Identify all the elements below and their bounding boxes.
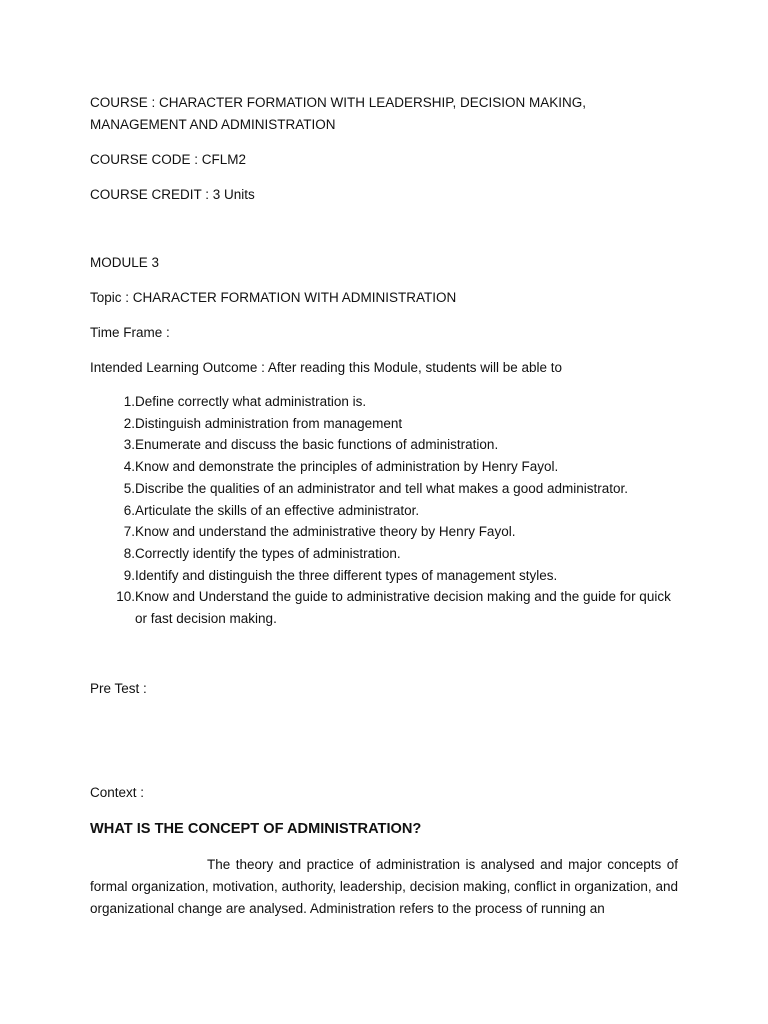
list-item <box>90 543 678 565</box>
list-item-number: 1. <box>123 394 135 409</box>
list-item-number: 9. <box>123 567 135 583</box>
list-item <box>90 478 678 500</box>
list-item-text: Discribe the qualities of an administrator and tell what makes a good administrator. <box>135 480 629 496</box>
intended-learning-outcome: Intended Learning Outcome : After reading this Module, students will be able to <box>90 360 563 375</box>
context-label: Context : <box>90 784 145 800</box>
body-paragraph: The theory and practice of administration is analysed and major concepts of formal organization, motivation, authority, leadership, decision making, conflict in organization, and organizational change are analysed. Administration refers to the process of running an <box>90 857 678 916</box>
list-item-number: 6. <box>123 502 135 518</box>
list-item-number: 2. <box>123 415 135 431</box>
course-credit: COURSE CREDIT : 3 Units <box>90 187 255 202</box>
list-item-number: 10. <box>116 589 135 605</box>
list-item <box>90 586 678 629</box>
list-item <box>90 413 678 435</box>
time-frame: Time Frame : <box>90 325 170 340</box>
list-item-text: Correctly identify the types of administration. <box>135 545 401 561</box>
list-item-text: Know and Understand the guide to administrative decision making and the guide for quick or fast decision making. <box>135 589 671 627</box>
list-item <box>90 434 678 456</box>
list-item-number: 3. <box>123 437 135 453</box>
list-item-text: Identify and distinguish the three different types of management styles. <box>135 567 558 583</box>
module-label: MODULE 3 <box>90 255 160 270</box>
list-item-number: 8. <box>123 545 135 561</box>
outcomes-list <box>90 391 678 630</box>
list-item-text: Articulate the skills of an effective administrator. <box>135 502 420 518</box>
topic: Topic : CHARACTER FORMATION WITH ADMINISTRATION <box>90 290 457 305</box>
list-item <box>90 456 678 478</box>
section-heading: WHAT IS THE CONCEPT OF ADMINISTRATION? <box>90 820 422 837</box>
list-item <box>90 521 678 543</box>
document-page <box>90 92 678 933</box>
list-item <box>90 565 678 587</box>
list-item-text: Enumerate and discuss the basic functions of administration. <box>135 437 499 453</box>
list-item-number: 7. <box>123 524 135 540</box>
list-item <box>90 391 678 413</box>
list-item-text: Distinguish administration from management <box>135 415 403 431</box>
list-item-text: Know and demonstrate the principles of administration by Henry Fayol. <box>135 459 559 475</box>
list-item-number: 5. <box>123 480 135 496</box>
course-code: COURSE CODE : CFLM2 <box>90 152 247 167</box>
list-item-text: Define correctly what administration is. <box>135 394 367 409</box>
list-item-number: 4. <box>123 459 135 475</box>
list-item-text: Know and understand the administrative theory by Henry Fayol. <box>135 524 516 540</box>
list-item <box>90 500 678 522</box>
pre-test-label: Pre Test : <box>90 680 147 696</box>
course-title: COURSE : CHARACTER FORMATION WITH LEADERSHIP, DECISION MAKING, MANAGEMENT AND ADMINISTRATION <box>90 95 587 132</box>
